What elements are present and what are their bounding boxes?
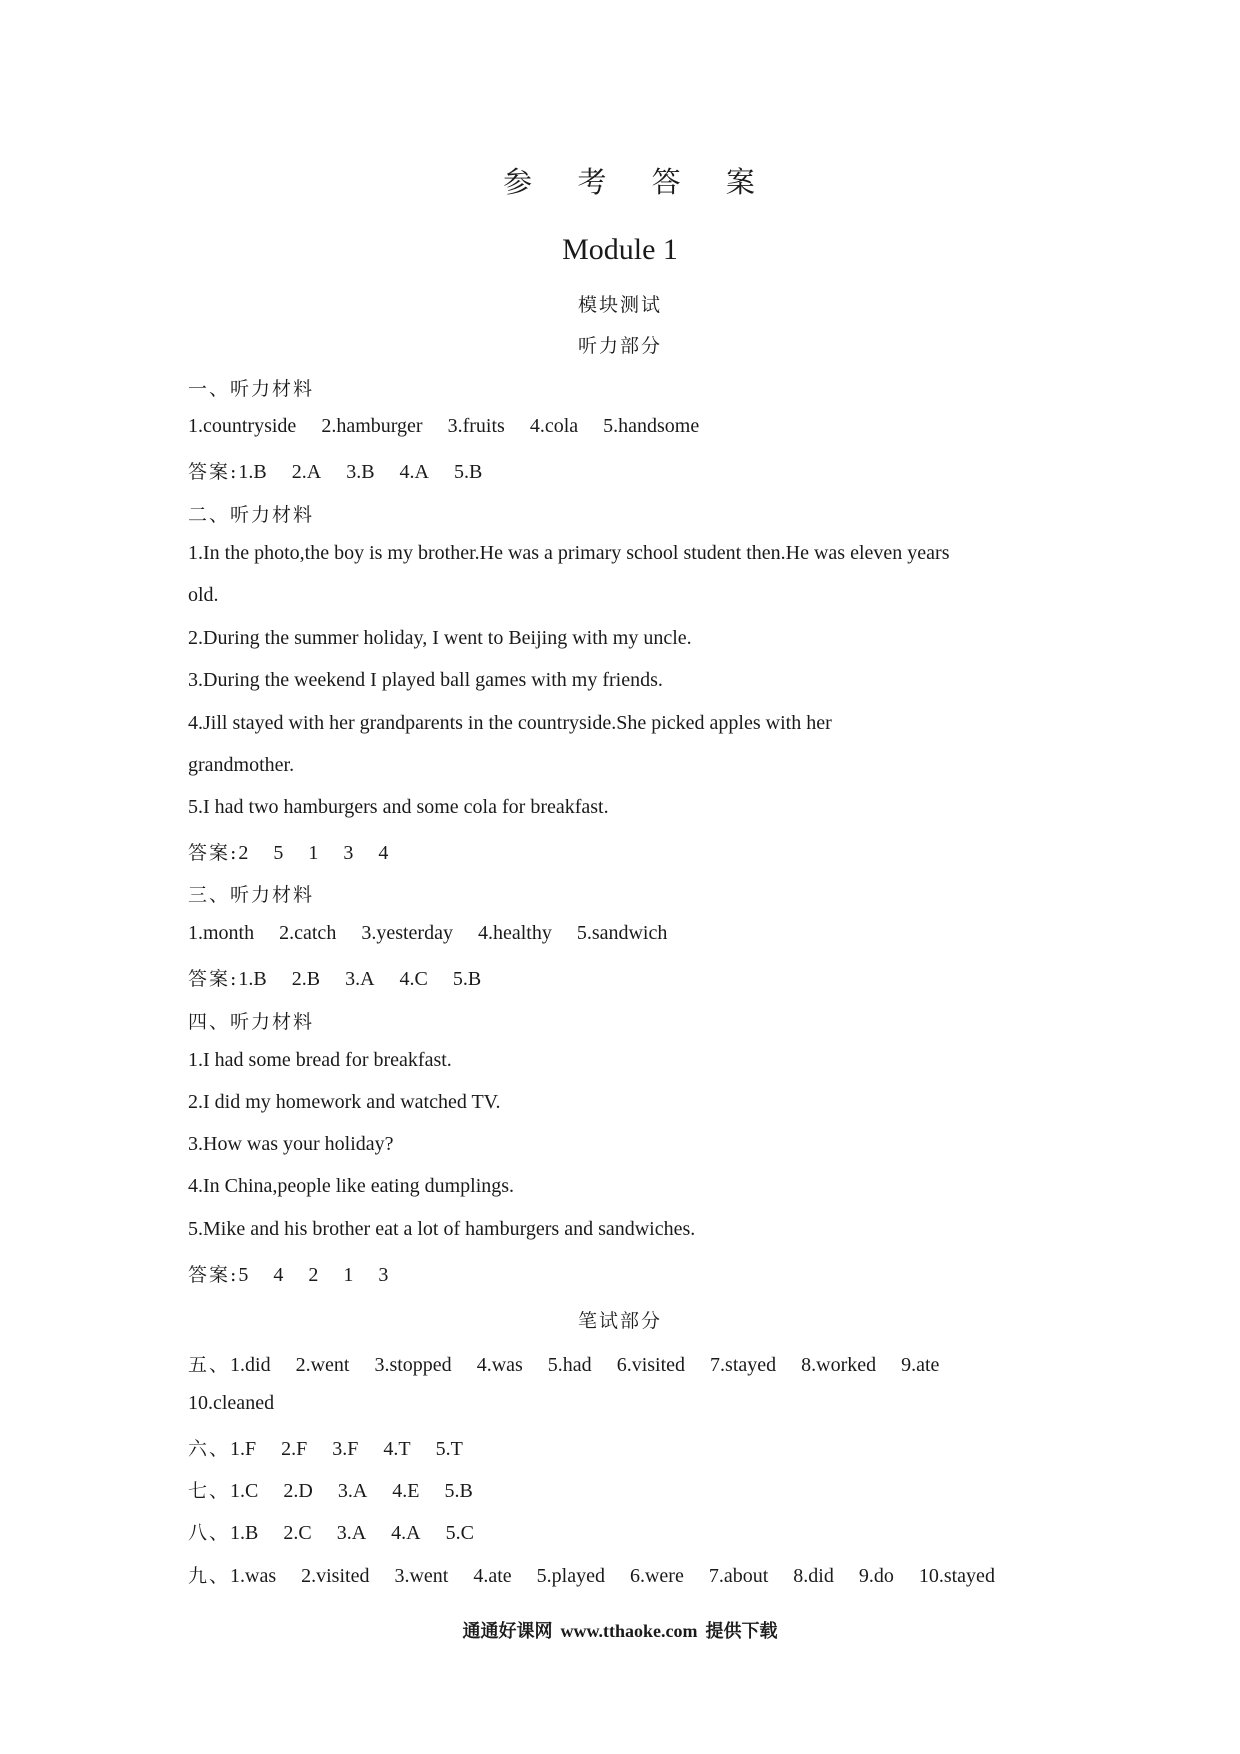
answer-item: 2 [238, 842, 249, 864]
answer-item: 4.T [383, 1438, 411, 1460]
section5-answers-cont: 10.cleaned [188, 1392, 275, 1414]
answer-item: 2.went [295, 1354, 350, 1376]
answer-item: 4.A [399, 461, 429, 483]
section2-sentence-5: 5.I had two hamburgers and some cola for breakfast. [188, 796, 609, 818]
answer-item: 3.stopped [374, 1354, 452, 1376]
answer-item: 7.stayed [710, 1354, 777, 1376]
section1-heading: 一、听力材料 [188, 378, 315, 400]
subtitle-written: 笔试部分 [577, 1310, 662, 1332]
section4-sentence-4: 4.In China,people like eating dumplings. [188, 1175, 515, 1197]
word-item: 3.fruits [447, 415, 505, 437]
answer-label: 答案: [188, 1264, 239, 1286]
section-label: 六、 [188, 1438, 231, 1460]
section4-sentence-2: 2.I did my homework and watched TV. [188, 1091, 501, 1113]
word-item: 2.catch [279, 922, 337, 944]
section4-heading: 四、听力材料 [188, 1011, 315, 1033]
answer-label: 答案: [188, 461, 239, 483]
section3-answers [188, 964, 481, 991]
answer-item: 3 [378, 1264, 389, 1286]
answer-item: 5.B [452, 968, 482, 990]
answer-item: 2.visited [301, 1565, 370, 1587]
answer-item: 3.A [345, 968, 375, 990]
answer-item: 9.do [858, 1565, 894, 1587]
answer-item: 1.B [230, 1522, 259, 1544]
answer-item: 5.C [445, 1522, 474, 1544]
answer-item: 1.B [238, 461, 267, 483]
answer-item: 7.about [708, 1565, 769, 1587]
answer-item: 3.B [346, 461, 375, 483]
answer-item: 3.A [336, 1522, 367, 1544]
section8-answers [188, 1518, 474, 1545]
answer-item: 10.stayed [918, 1565, 995, 1587]
word-item: 1.countryside [188, 415, 297, 437]
answer-item: 2.F [281, 1438, 308, 1460]
answer-item: 3.A [337, 1480, 368, 1502]
subtitle-module-test: 模块测试 [577, 294, 662, 316]
subtitle-listening: 听力部分 [577, 335, 662, 357]
footer-site-name: 通通好课网 [462, 1621, 553, 1642]
answer-item: 1.did [230, 1354, 271, 1376]
answer-item: 5.had [547, 1354, 592, 1376]
section-label: 八、 [188, 1522, 231, 1544]
section2-sentence-4: 4.Jill stayed with her grandparents in the countryside.She picked apples with her [188, 712, 832, 734]
section2-sentence-3: 3.During the weekend I played ball games with my friends. [188, 669, 663, 691]
answer-item: 4.E [392, 1480, 420, 1502]
answer-item: 2.B [291, 968, 321, 990]
answer-label: 答案: [188, 968, 239, 990]
answer-item: 4.C [399, 968, 428, 990]
answer-item: 8.worked [801, 1354, 877, 1376]
answer-item: 2 [308, 1264, 319, 1286]
answer-item: 9.ate [901, 1354, 940, 1376]
answer-item: 4 [378, 842, 389, 864]
section3-heading: 三、听力材料 [188, 884, 315, 906]
answer-item: 6.visited [616, 1354, 686, 1376]
answer-item: 1 [308, 842, 319, 864]
section1-answers [188, 457, 482, 484]
section2-sentence-1: 1.In the photo,the boy is my brother.He was a primary school student then.He was eleven years [188, 542, 950, 564]
word-item: 5.handsome [603, 415, 700, 437]
footer-url-link[interactable]: www.tthaoke.com [560, 1621, 698, 1641]
section-label: 七、 [188, 1480, 231, 1502]
section2-sentence-4-cont: grandmother. [188, 754, 295, 776]
section9-answers [188, 1561, 995, 1588]
answer-item: 4.A [391, 1522, 421, 1544]
section4-sentence-3: 3.How was your holiday? [188, 1133, 394, 1155]
word-item: 1.month [188, 922, 255, 944]
word-item: 5.sandwich [576, 922, 668, 944]
word-item: 2.hamburger [321, 415, 423, 437]
section4-sentence-5: 5.Mike and his brother eat a lot of hamburgers and sandwiches. [188, 1218, 696, 1240]
section4-answers [188, 1260, 408, 1287]
section-label: 五、 [188, 1354, 231, 1376]
page-title: 参 考 答 案 [503, 165, 773, 199]
section-label: 九、 [188, 1565, 231, 1587]
answer-item: 1 [343, 1264, 354, 1286]
answer-item: 1.C [230, 1480, 259, 1502]
answer-item: 2.D [283, 1480, 313, 1502]
section4-sentence-1: 1.I had some bread for breakfast. [188, 1049, 452, 1071]
section5-answers [188, 1350, 939, 1377]
answer-item: 3.F [332, 1438, 359, 1460]
answer-item: 2.C [283, 1522, 312, 1544]
answer-item: 3.went [394, 1565, 449, 1587]
answer-item: 5.B [454, 461, 483, 483]
word-item: 3.yesterday [361, 922, 453, 944]
answer-item: 1.F [230, 1438, 257, 1460]
answer-item: 2.A [291, 461, 322, 483]
answer-item: 8.did [793, 1565, 834, 1587]
answer-item: 5 [273, 842, 284, 864]
answer-item: 5 [238, 1264, 249, 1286]
answer-label: 答案: [188, 842, 239, 864]
section2-heading: 二、听力材料 [188, 504, 315, 526]
answer-item: 4.was [476, 1354, 523, 1376]
word-item: 4.cola [529, 415, 579, 437]
section2-sentence-2: 2.During the summer holiday, I went to Beijing with my uncle. [188, 627, 692, 649]
footer-suffix: 提供下载 [705, 1621, 778, 1642]
answer-item: 5.B [444, 1480, 473, 1502]
answer-item: 4 [273, 1264, 284, 1286]
section7-answers [188, 1476, 473, 1503]
module-heading: Module 1 [562, 233, 678, 266]
section2-sentence-1-cont: old. [188, 584, 219, 606]
section2-answers [188, 838, 408, 865]
section6-answers [188, 1434, 463, 1461]
answer-item: 6.were [629, 1565, 684, 1587]
answer-item: 5.played [536, 1565, 605, 1587]
answer-item: 4.ate [473, 1565, 512, 1587]
answer-item: 1.was [230, 1565, 277, 1587]
answer-item: 5.T [435, 1438, 463, 1460]
answer-item: 1.B [238, 968, 267, 990]
footer [0, 1617, 1240, 1643]
section3-words [188, 922, 667, 945]
section1-words [188, 415, 699, 438]
answer-item: 3 [343, 842, 354, 864]
word-item: 4.healthy [477, 922, 552, 944]
